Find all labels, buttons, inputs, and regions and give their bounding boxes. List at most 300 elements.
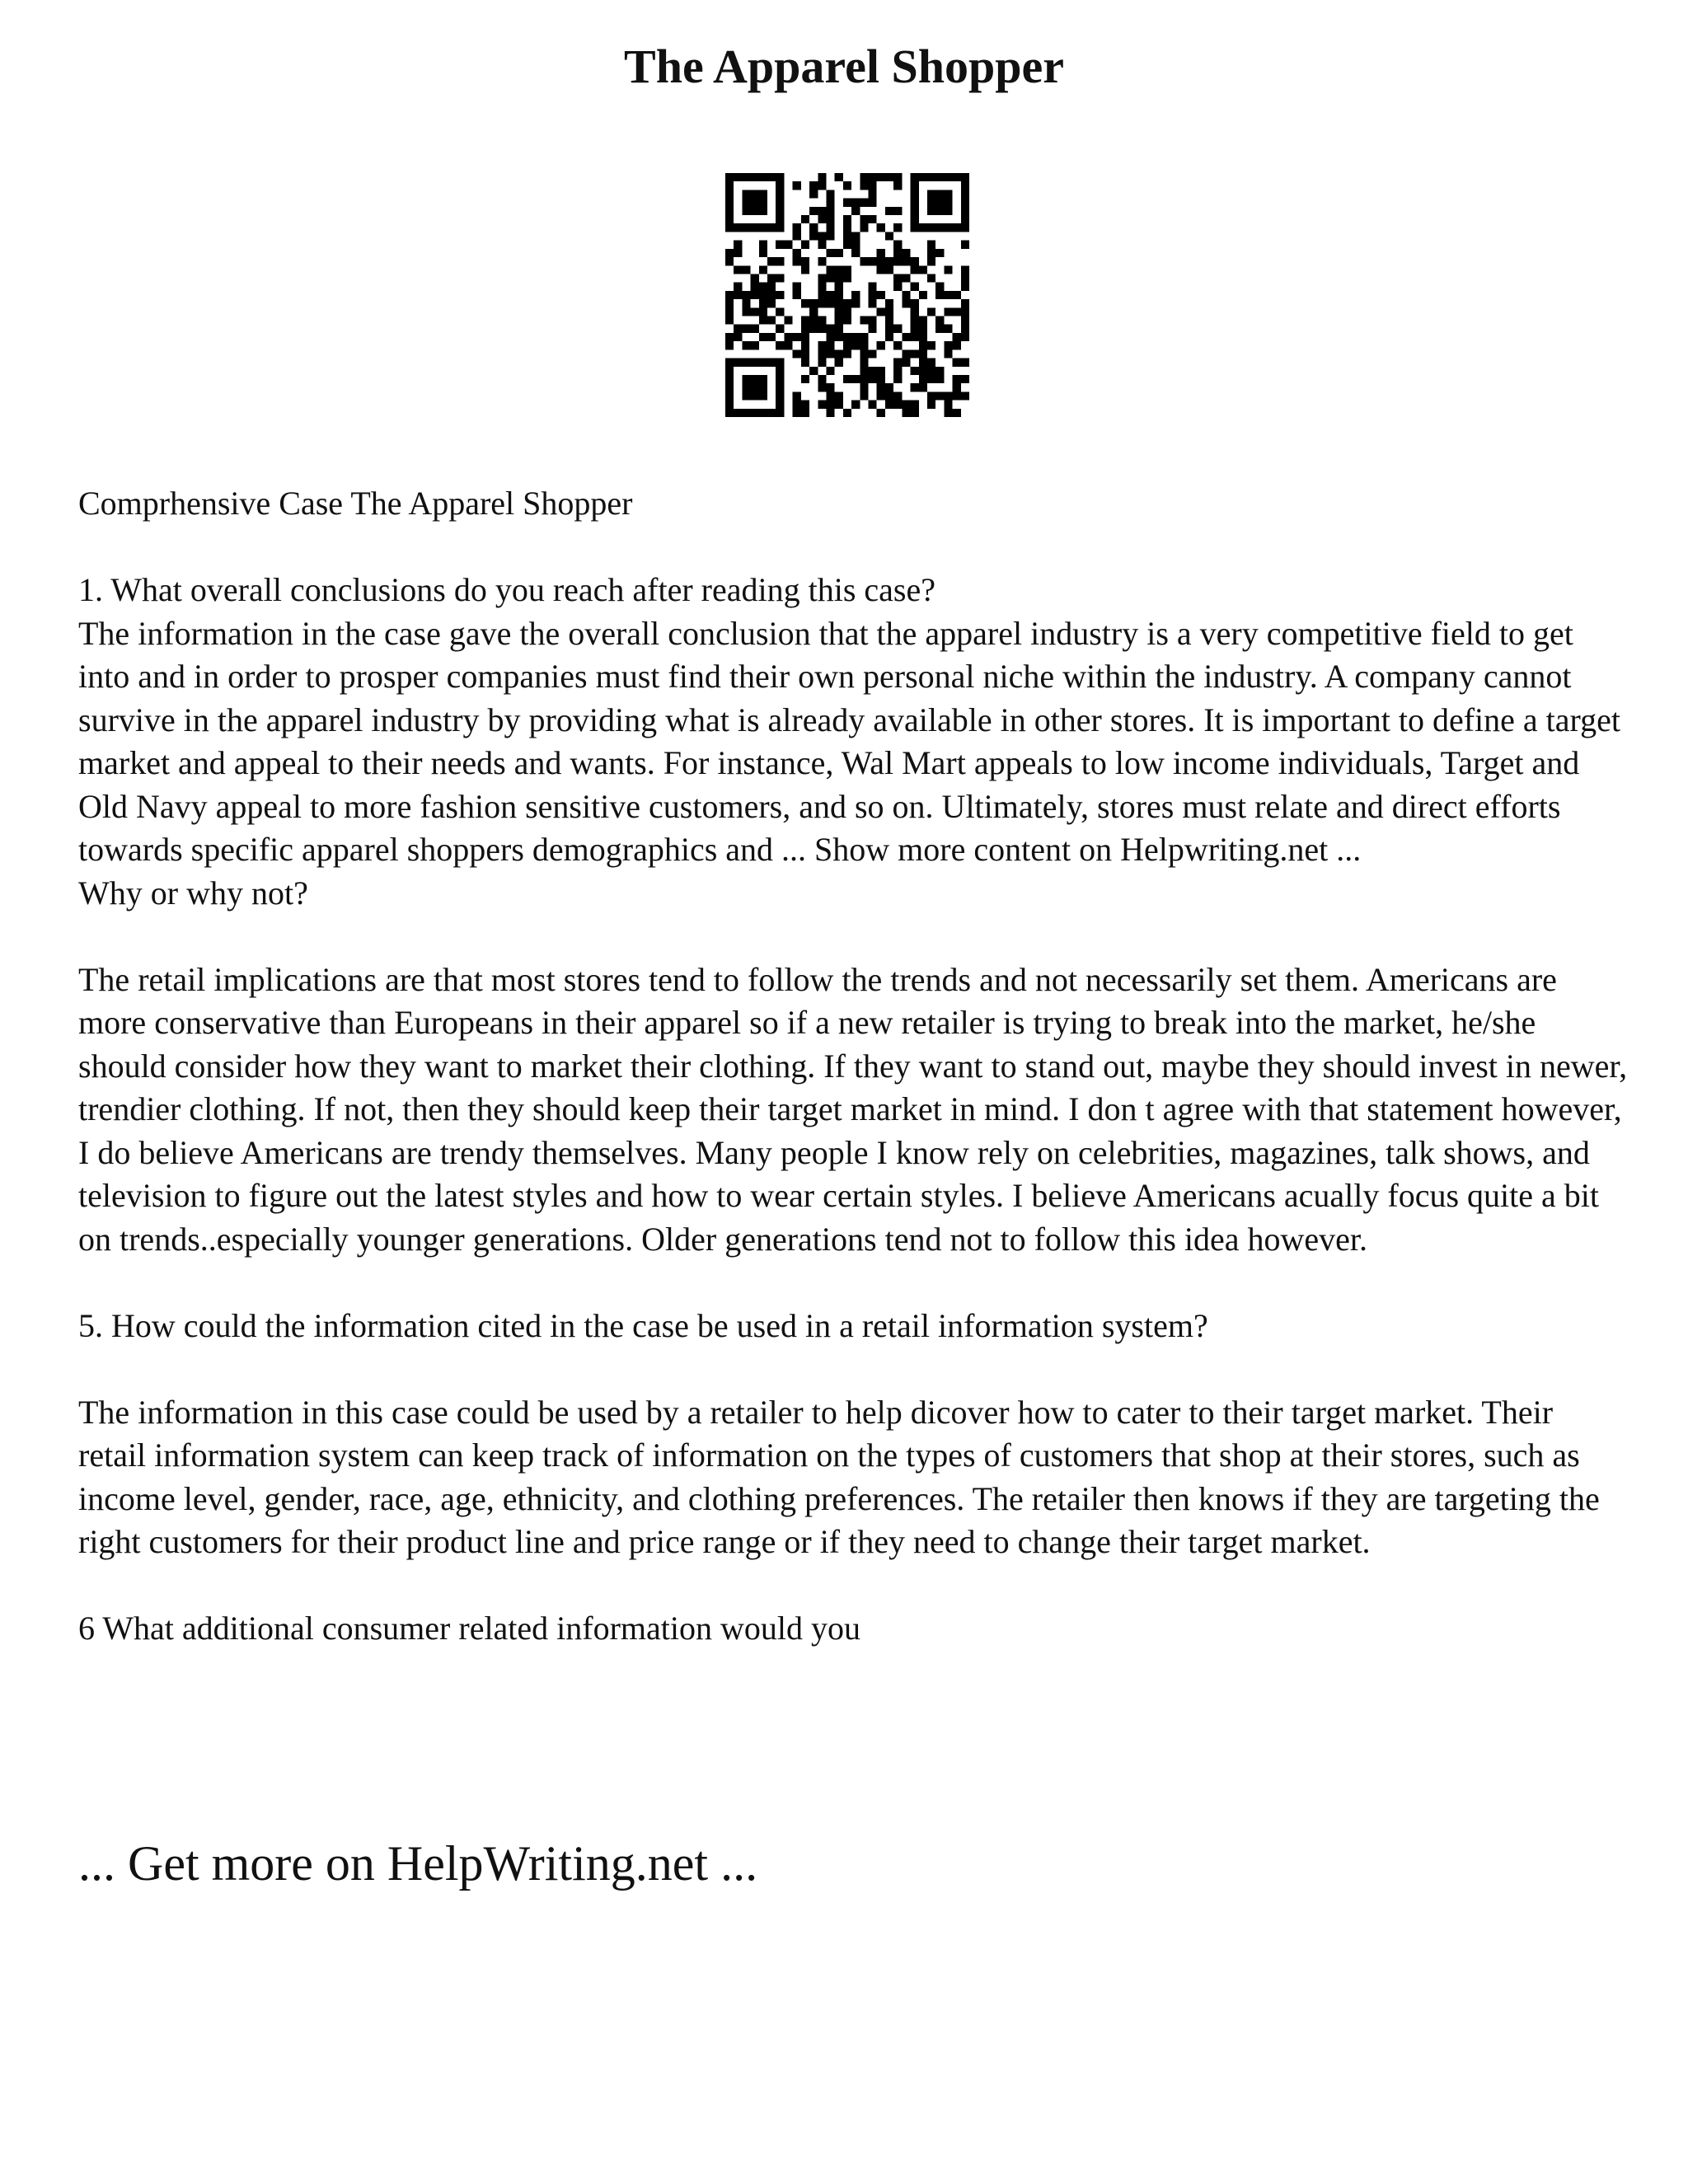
qr-module (776, 325, 784, 333)
qr-module (793, 291, 801, 299)
qr-module (826, 333, 834, 341)
qr-module (877, 409, 885, 417)
qr-module (927, 241, 935, 249)
qr-module (961, 391, 969, 400)
qr-module (919, 265, 927, 274)
qr-module (751, 274, 759, 282)
qr-module (826, 232, 834, 240)
qr-module (725, 215, 734, 223)
qr-module (911, 401, 919, 409)
qr-module (911, 383, 919, 391)
qr-module (961, 241, 969, 249)
qr-module (826, 391, 834, 400)
qr-module (843, 265, 851, 274)
qr-module (927, 359, 935, 367)
qr-module (776, 207, 784, 215)
qr-module (742, 299, 750, 307)
qr-module (843, 232, 851, 240)
qr-module (734, 325, 742, 333)
qr-module (961, 307, 969, 316)
qr-module (734, 223, 742, 232)
qr-module (742, 383, 750, 391)
qr-module (725, 391, 734, 400)
qr-module (919, 333, 927, 341)
qr-module (860, 257, 868, 265)
qr-module (742, 291, 750, 299)
qr-module (851, 299, 860, 307)
qr-module (826, 383, 834, 391)
qr-module (893, 257, 902, 265)
qr-module (742, 391, 750, 400)
qr-module (911, 265, 919, 274)
qr-module (784, 333, 792, 341)
qr-module (851, 401, 860, 409)
qr-module (961, 299, 969, 307)
qr-module (759, 207, 767, 215)
qr-module (793, 409, 801, 417)
qr-module (953, 383, 961, 391)
qr-module (869, 181, 877, 190)
paragraph-gap (78, 1347, 1628, 1391)
qr-module (961, 181, 969, 190)
qr-module (935, 367, 944, 375)
qr-module (725, 383, 734, 391)
qr-module (935, 316, 944, 325)
qr-module (725, 249, 734, 257)
qr-module (961, 325, 969, 333)
qr-module (893, 283, 902, 291)
qr-module (893, 375, 902, 383)
qr-module (869, 283, 877, 291)
qr-module (860, 173, 868, 181)
qr-module (725, 341, 734, 349)
qr-module (809, 299, 818, 307)
qr-module (734, 265, 742, 274)
qr-module (776, 257, 784, 265)
qr-module (767, 316, 776, 325)
qr-module (877, 375, 885, 383)
qr-module (751, 199, 759, 207)
qr-module (801, 359, 809, 367)
qr-module (927, 391, 935, 400)
qr-module (835, 274, 843, 282)
qr-module (953, 391, 961, 400)
qr-module (877, 257, 885, 265)
qr-module (809, 207, 818, 215)
qr-module (751, 383, 759, 391)
qr-module (835, 307, 843, 316)
qr-module (734, 249, 742, 257)
qr-module (885, 383, 893, 391)
qr-module (742, 207, 750, 215)
qr-module (911, 207, 919, 215)
qr-module (826, 199, 834, 207)
qr-module (759, 291, 767, 299)
qr-module (860, 367, 868, 375)
qr-module (843, 215, 851, 223)
qr-module (902, 249, 910, 257)
qr-module (953, 333, 961, 341)
qr-module (818, 257, 826, 265)
qr-module (961, 215, 969, 223)
qr-module (801, 375, 809, 383)
qr-module (843, 307, 851, 316)
qr-module (893, 391, 902, 400)
qr-module (877, 291, 885, 299)
qr-module (893, 325, 902, 333)
qr-module (927, 223, 935, 232)
answer-5: The information in this case could be used by a retailer to help dicover how to cater to their target market. Their retail information system can keep track of information on the types of customers that shop at their stores, such as income level, gender, race, age, ethnicity, and clothing preferences. The retailer then knows if they are targeting the right customers for their product line and price range or if they need to change their target market. (78, 1393, 1600, 1560)
qr-module (818, 215, 826, 223)
qr-module (919, 341, 927, 349)
qr-module (851, 199, 860, 207)
qr-module (801, 341, 809, 349)
qr-module (826, 291, 834, 299)
qr-module (860, 375, 868, 383)
qr-module (725, 409, 734, 417)
qr-module (877, 367, 885, 375)
qr-module (725, 190, 734, 198)
qr-module (944, 341, 952, 349)
qr-module (869, 299, 877, 307)
qr-module (751, 341, 759, 349)
qr-module (869, 349, 877, 358)
qr-module (826, 274, 834, 282)
qr-module (935, 173, 944, 181)
qr-module (835, 283, 843, 291)
qr-module (911, 307, 919, 316)
qr-module (944, 409, 952, 417)
qr-module (860, 391, 868, 400)
qr-module (911, 333, 919, 341)
qr-module (935, 199, 944, 207)
qr-module (725, 257, 734, 265)
qr-module (869, 401, 877, 409)
qr-module (759, 316, 767, 325)
qr-module (885, 257, 893, 265)
qr-module (742, 359, 750, 367)
qr-module (725, 199, 734, 207)
qr-module (751, 190, 759, 198)
qr-module (860, 341, 868, 349)
qr-module (793, 257, 801, 265)
paragraph-gap (78, 526, 1628, 569)
qr-module (818, 241, 826, 249)
qr-module (725, 307, 734, 316)
qr-module (826, 349, 834, 358)
qr-module (767, 283, 776, 291)
qr-module (818, 207, 826, 215)
qr-module (935, 283, 944, 291)
qr-module (902, 299, 910, 307)
qr-module (818, 349, 826, 358)
qr-module (759, 265, 767, 274)
qr-module (953, 223, 961, 232)
qr-module (911, 367, 919, 375)
qr-module (911, 325, 919, 333)
qr-module (742, 173, 750, 181)
qr-module (885, 391, 893, 400)
qr-module (885, 325, 893, 333)
qr-module (902, 257, 910, 265)
qr-module (927, 173, 935, 181)
qr-module (893, 341, 902, 349)
qr-module (877, 249, 885, 257)
qr-module (885, 316, 893, 325)
qr-module (776, 274, 784, 282)
qr-module (953, 359, 961, 367)
qr-module (835, 299, 843, 307)
qr-module (776, 215, 784, 223)
qr-module (818, 274, 826, 282)
qr-module (885, 265, 893, 274)
qr-module (911, 283, 919, 291)
qr-module (953, 341, 961, 349)
qr-module (902, 274, 910, 282)
qr-module (843, 375, 851, 383)
qr-module (742, 307, 750, 316)
qr-module (961, 274, 969, 282)
qr-module (911, 199, 919, 207)
qr-module (902, 291, 910, 299)
qr-module (919, 359, 927, 367)
qr-module (801, 409, 809, 417)
qr-module (944, 401, 952, 409)
qr-module (893, 241, 902, 249)
paragraph-gap (78, 1564, 1628, 1608)
qr-module (767, 291, 776, 299)
qr-module (843, 341, 851, 349)
qr-module (961, 199, 969, 207)
qr-module (759, 249, 767, 257)
qr-module (818, 375, 826, 383)
qr-module (961, 190, 969, 198)
qr-module (869, 316, 877, 325)
qr-module (835, 359, 843, 367)
qr-module (944, 391, 952, 400)
qr-module (944, 173, 952, 181)
qr-module (843, 409, 851, 417)
qr-module (893, 274, 902, 282)
qr-module (893, 249, 902, 257)
qr-module (927, 307, 935, 316)
qr-module (860, 181, 868, 190)
qr-module (742, 325, 750, 333)
qr-module (725, 375, 734, 383)
qr-module (885, 207, 893, 215)
qr-module (759, 283, 767, 291)
qr-module (944, 325, 952, 333)
page-title: The Apparel Shopper (624, 40, 1064, 93)
qr-module (843, 274, 851, 282)
qr-module (911, 257, 919, 265)
qr-module (911, 409, 919, 417)
qr-module (927, 207, 935, 215)
qr-module (851, 241, 860, 249)
qr-module (818, 291, 826, 299)
qr-module (751, 307, 759, 316)
qr-module (725, 299, 734, 307)
paragraph-gap (78, 915, 1628, 958)
qr-module (725, 223, 734, 232)
qr-module (893, 223, 902, 232)
qr-module (885, 232, 893, 240)
qr-module (801, 299, 809, 307)
qr-module (734, 173, 742, 181)
qr-module (869, 190, 877, 198)
qr-module (759, 391, 767, 400)
qr-module (826, 190, 834, 198)
qr-module (911, 349, 919, 358)
qr-module (961, 283, 969, 291)
qr-module (919, 316, 927, 325)
get-more-link[interactable]: ... Get more on HelpWriting.net ... (78, 1836, 758, 1891)
qr-module (927, 401, 935, 409)
qr-module (767, 409, 776, 417)
qr-module (893, 367, 902, 375)
qr-module (809, 181, 818, 190)
qr-module (860, 359, 868, 367)
qr-module (759, 375, 767, 383)
qr-module (944, 199, 952, 207)
qr-module (725, 207, 734, 215)
qr-module (818, 173, 826, 181)
qr-module (927, 367, 935, 375)
qr-module (927, 249, 935, 257)
question-6: 6 What additional consumer related information would you (78, 1610, 861, 1647)
qr-module (893, 359, 902, 367)
qr-module (902, 333, 910, 341)
qr-module (935, 223, 944, 232)
qr-module (784, 341, 792, 349)
qr-module (759, 359, 767, 367)
qr-module (826, 207, 834, 215)
qr-module (835, 401, 843, 409)
qr-module (893, 207, 902, 215)
qr-module (835, 265, 843, 274)
qr-module (809, 367, 818, 375)
qr-module (843, 223, 851, 232)
qr-module (776, 241, 784, 249)
qr-module (851, 207, 860, 215)
qr-module (885, 307, 893, 316)
qr-module (809, 223, 818, 232)
intro-line: Comprhensive Case The Apparel Shopper (78, 485, 633, 522)
qr-module (911, 223, 919, 232)
qr-module (953, 307, 961, 316)
qr-module (725, 181, 734, 190)
qr-module (877, 383, 885, 391)
qr-module (935, 190, 944, 198)
qr-module (953, 409, 961, 417)
qr-module (809, 190, 818, 198)
qr-module (835, 349, 843, 358)
qr-module (776, 173, 784, 181)
qr-module (793, 283, 801, 291)
question-why: Why or why not? (78, 874, 308, 912)
qr-module (919, 349, 927, 358)
qr-module (877, 223, 885, 232)
qr-module (793, 333, 801, 341)
qr-module (885, 401, 893, 409)
qr-module (835, 249, 843, 257)
qr-module (944, 349, 952, 358)
qr-module (759, 409, 767, 417)
qr-module (851, 232, 860, 240)
qr-module (759, 173, 767, 181)
qr-module (742, 190, 750, 198)
qr-module (835, 173, 843, 181)
qr-module (734, 241, 742, 249)
qr-module (902, 401, 910, 409)
qr-module (759, 307, 767, 316)
qr-module (751, 391, 759, 400)
qr-module (826, 215, 834, 223)
qr-module (851, 291, 860, 299)
qr-module (885, 333, 893, 341)
qr-module (877, 391, 885, 400)
qr-module (818, 316, 826, 325)
qr-module (734, 291, 742, 299)
qr-module (919, 383, 927, 391)
qr-module (751, 325, 759, 333)
qr-module (809, 316, 818, 325)
qr-module (893, 173, 902, 181)
answer-why: The retail implications are that most stores tend to follow the trends and not necessarily set them. Americans are more conservative than Europeans in their apparel so if a new retailer is trying to break into the market, he/she should consider how they want to market their clothing. If they want to stand out, maybe they should invest in newer, trendier clothing. If not, then they should keep their target market in mind. I don t agree with that statement however, I do believe Americans are trendy themselves. Many people I know rely on celebrities, magazines, talk shows, and television to figure out the latest styles and how to wear certain styles. I believe Americans acually focus quite a bit on trends..especially younger generations. Older generations tend not to follow this idea however. (78, 960, 1628, 1258)
qr-module (767, 223, 776, 232)
qr-module (843, 333, 851, 341)
qr-module (776, 383, 784, 391)
qr-module (961, 265, 969, 274)
qr-module (742, 223, 750, 232)
qr-module (927, 341, 935, 349)
qr-module (944, 291, 952, 299)
answer-1: The information in the case gave the overall conclusion that the apparel industry is a very competitive field to get into and in order to prosper companies must find their own personal niche within the industry. A company cannot survive in the apparel industry by providing what is already available in other stores. It is important to define a target market and appeal to their needs and wants. For instance, Wal Mart appeals to low income individuals, Target and Old Navy appeal to more fashion sensitive customers, and so on. Ultimately, stores must relate and direct efforts towards specific apparel shoppers demographics and ... Show more content on Helpwriting.net ... (78, 614, 1620, 868)
qr-module (935, 291, 944, 299)
qr-module (776, 223, 784, 232)
qr-module (818, 181, 826, 190)
qr-module (793, 223, 801, 232)
qr-module (869, 199, 877, 207)
qr-module (751, 283, 759, 291)
qr-code-icon (725, 173, 969, 417)
qr-module (935, 249, 944, 257)
qr-module (835, 333, 843, 341)
qr-module (935, 391, 944, 400)
qr-module (826, 409, 834, 417)
qr-module (869, 173, 877, 181)
qr-module (902, 349, 910, 358)
qr-module (961, 375, 969, 383)
qr-module (927, 190, 935, 198)
qr-module (860, 223, 868, 232)
qr-module (793, 391, 801, 400)
qr-module (851, 333, 860, 341)
qr-module (801, 215, 809, 223)
qr-module (851, 249, 860, 257)
qr-module (826, 367, 834, 375)
qr-module (801, 265, 809, 274)
qr-module (776, 341, 784, 349)
qr-module (919, 367, 927, 375)
qr-module (801, 325, 809, 333)
qr-module (801, 257, 809, 265)
qr-module (793, 349, 801, 358)
qr-module (818, 232, 826, 240)
qr-module (843, 316, 851, 325)
qr-module (759, 333, 767, 341)
qr-module (902, 359, 910, 367)
